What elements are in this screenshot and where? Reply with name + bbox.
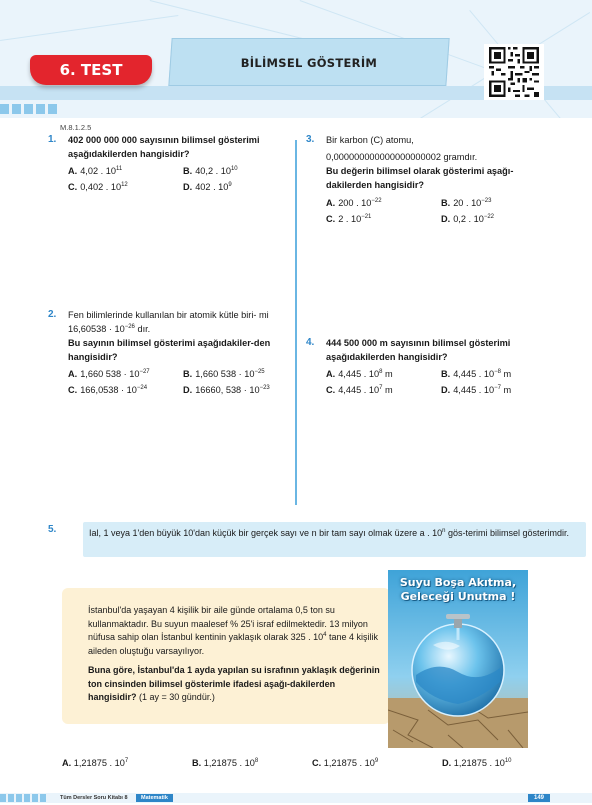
water-poster-image [388,570,528,748]
option-b[interactable]: B. 20 . $10^{-23}$ [441,198,492,208]
header-stripes [0,104,57,114]
page-number: 149 [528,794,550,802]
question-4 [306,336,551,397]
curriculum-code: M.8.1.2.5 [60,123,92,132]
option-c[interactable]: C. 0,402 . $10^{12}$ [68,182,128,192]
question-2 [48,308,290,397]
question-number: 1. [48,134,57,145]
option-c[interactable]: C. 1,21875 . $10^9$ [312,758,379,768]
question-stem: Bu değerin bilimsel olarak gösterimi aşağı-dakilerden hangisidir? [326,166,514,190]
footer-stripes [0,794,46,802]
question-stem: Bu sayının bilimsel gösterimi aşağıdakiler-den hangisidir? [68,338,271,362]
option-c[interactable]: C. $166,0538 \cdot 10^{-24}$ [68,385,148,395]
question-number: 3. [306,134,315,145]
question-line-1: Bir karbon (C) atomu, [326,135,414,145]
option-a[interactable]: A. 4,02 . $10^{11}$ [68,166,123,176]
question-number: 2. [48,309,57,320]
option-b[interactable]: B. 4,445 . $10^{-8}$ m [441,369,512,379]
option-d[interactable]: D. 16660, $538 \cdot 10^{-23}$ [183,385,270,395]
option-b[interactable]: B. 40,2 . $10^{10}$ [183,166,238,176]
option-d[interactable]: D. 1,21875 . $10^{10}$ [442,758,512,768]
option-d[interactable]: D. 4,445 . $10^{-7}$ m [441,385,512,395]
test-number-label: 6. TEST [59,61,123,79]
page-footer [0,786,592,805]
test-title-box [168,38,449,86]
poster-slogan: Suyu Boşa Akıtma, Geleceği Unutma ! [399,576,517,603]
column-divider [295,140,297,505]
question-stem: 444 500 000 m sayısının bilimsel gösterimi aşağıdakilerden hangisidir? [326,338,511,362]
question-5-story [88,604,384,705]
question-intro: Fen bilimlerinde kullanılan bir atomik kütle biri- mi $16,60538 \cdot 10^{-26}$ dır. [68,310,269,334]
options [68,367,290,397]
question-stem: Buna göre, İstanbul'da 1 ayda yapılan su israfının yaklaşık değerinin ton cinsinden bilimsel gösterimle ifadesi aşağı-dakilerden hangisidir? (1 ay = 30 gündür.) [88,665,380,702]
subject-label: Matematik [136,794,173,802]
option-a[interactable]: A. 1,660 $538 \cdot 10^{-27}$ [68,369,150,379]
option-c[interactable]: C. 2 . $10^{-21}$ [326,214,372,224]
question-3 [306,133,551,226]
option-b[interactable]: B. 1,21875 . $10^8$ [192,758,259,768]
test-number-tab [30,55,152,85]
options [326,367,551,397]
option-a[interactable]: A. 4,445 . $10^8$ m [326,369,393,379]
option-d[interactable]: D. 0,2 . $10^{-22}$ [441,214,495,224]
story-text: İstanbul'da yaşayan 4 kişilik bir aile günde ortalama 0,5 ton su kullanmaktadır. Bu suyun maalesef % 25'i israf edilmektedir. 13 milyon nüfusa sahip olan İstanbul kentinin yaklaşık olarak 325 . $10^4$ tane 4 kişilik aileden oluştuğu varsayılıyor. [88,605,379,656]
question-1 [48,133,290,194]
question-line-2: 0,000000000000000000002 gramdır. [326,152,478,162]
question-stem: 402 000 000 000 sayısının bilimsel gösterimi aşağıdakilerden hangisidir? [68,135,260,159]
option-b[interactable]: B. 1,660 $538 \cdot 10^{-25}$ [183,369,265,379]
option-d[interactable]: D. 402 . $10^9$ [183,182,232,192]
options [68,164,290,194]
book-title: Tüm Dersler Soru Kitabı 8 [60,795,128,801]
option-c[interactable]: C. 4,445 . $10^7$ m [326,385,393,395]
definition-box [83,522,586,557]
question-5-number: 5. [48,524,57,535]
test-title: BİLİMSEL GÖSTERİM [240,56,378,70]
question-number: 4. [306,337,315,348]
qr-code-icon [484,44,544,100]
option-a[interactable]: A. 200 . $10^{-22}$ [326,198,382,208]
options [326,196,551,226]
option-a[interactable]: A. 1,21875 . $10^7$ [62,758,129,768]
definition-text: Ial, 1 veya 1'den büyük 10'dan küçük bir gerçek sayı ve n bir tam sayı olmak üzere a . 10$^n$ gös-terimi bilimsel gösterimdir. [89,528,569,538]
